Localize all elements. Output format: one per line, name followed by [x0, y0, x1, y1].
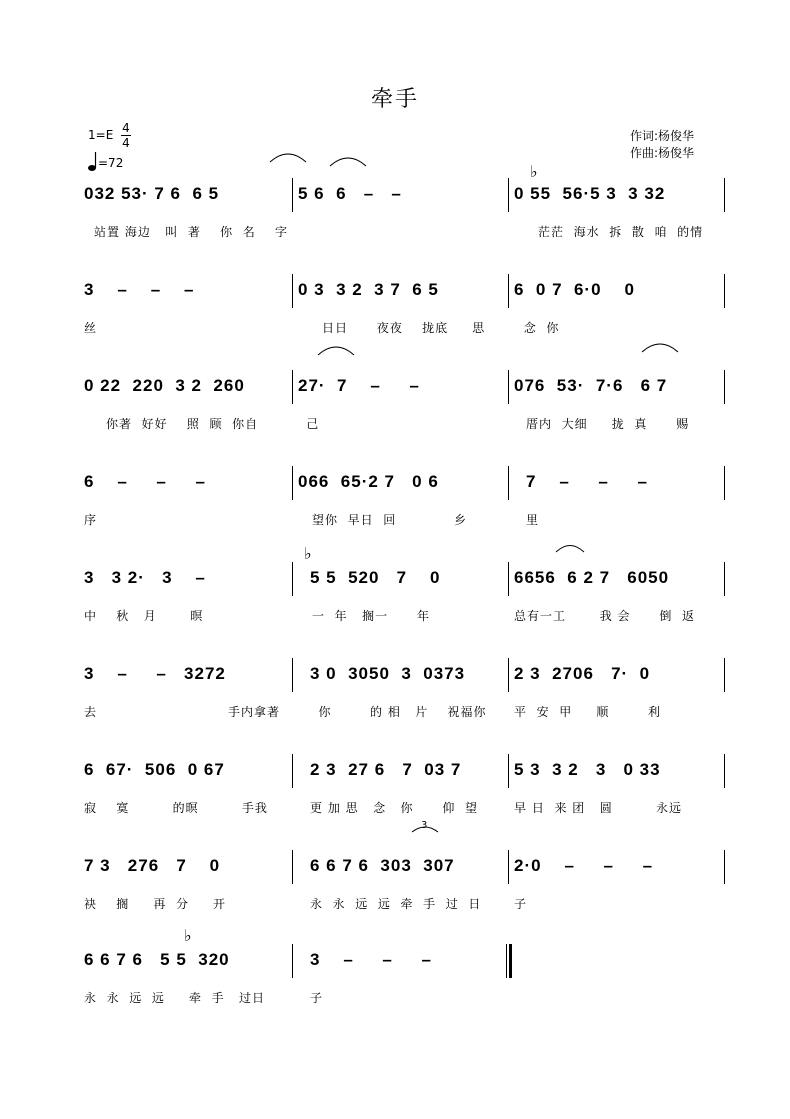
lyric-line: 里 — [526, 513, 540, 527]
lyricist-credit: 作词:杨俊华 — [630, 129, 695, 143]
lyric-line: 一 年 搁一 年 — [312, 609, 430, 623]
lyric-line: 厝内 大细 拢 真 赐 — [526, 417, 690, 431]
measure: 7 – – – — [526, 472, 648, 491]
lyric-line: 早 日 来 团 圆 永远 — [514, 801, 683, 815]
slur — [328, 154, 368, 168]
lyric-line: 望你 早日 回 乡 — [312, 513, 468, 527]
measure: 6 6 7 6 303 307 — [310, 856, 455, 875]
lyric-line: 子 — [514, 897, 528, 911]
flat-icon: ♭ — [304, 544, 312, 563]
measure: 6 67· 506 0 67 — [84, 760, 225, 779]
lyric-line: 站置 海边 叫 著 你 名 字 — [94, 225, 289, 239]
measure: 6656 6 2 7 6050 — [514, 568, 670, 587]
measure: 076 53· 7·6 6 7 — [514, 376, 668, 395]
measure: 3 – – – — [84, 280, 195, 299]
measure: 0 22 220 3 2 260 — [84, 376, 245, 395]
measure: 6 – – – — [84, 472, 206, 491]
music-system — [0, 466, 790, 556]
slur — [316, 343, 356, 357]
lyric-line: 序 — [84, 513, 98, 527]
time-signature-bottom: 4 — [122, 136, 130, 150]
measure: 2 3 2706 7· 0 — [514, 664, 651, 683]
slur — [554, 542, 586, 554]
triplet-number: 3 — [421, 820, 428, 831]
lyric-line: 手内拿著 你 的 相 片 祝福你 — [228, 705, 487, 719]
measure: 6 0 7 6·0 0 — [514, 280, 635, 299]
measure: 3 0 3050 3 0373 — [310, 664, 466, 683]
lyric-line: 永 永 远 远 牵 手 过日 — [84, 991, 266, 1005]
lyric-line: 你著 好好 照 顾 你自 己 — [106, 417, 320, 431]
credits — [630, 128, 694, 162]
measure: 032 53· 7 6 6 5 — [84, 184, 220, 203]
lyric-line: 袂 搁 再 分 开 — [84, 897, 227, 911]
music-system — [0, 178, 790, 268]
flat-icon: ♭ — [184, 926, 192, 945]
measure: 2 3 27 6 7 03 7 — [310, 760, 462, 779]
measure: 5 5 520 7 0 — [310, 568, 441, 587]
lyric-line: 日日 夜夜 拢底 思 念 你 — [322, 321, 560, 335]
key-signature: 1=E — [88, 128, 114, 142]
lyric-line: 总有一工 我 会 倒 返 — [514, 609, 696, 623]
lyric-line: 永 永 远 远 牵 手 过 日 — [310, 897, 482, 911]
lyric-line: 寂 寞 的暝 手我 — [84, 801, 268, 815]
lyric-line: 中 秋 月 暝 — [84, 609, 204, 623]
flat-icon: ♭ — [530, 162, 538, 181]
lyric-line: 去 — [84, 705, 98, 719]
time-signature — [121, 121, 131, 150]
measure: 5 3 3 2 3 0 33 — [514, 760, 661, 779]
measure: 066 65·2 7 0 6 — [298, 472, 439, 491]
measure: 2·0 – – – — [514, 856, 654, 875]
measure: 7 3 276 7 0 — [84, 856, 221, 875]
music-system — [0, 944, 790, 1034]
tempo-value: =72 — [98, 156, 124, 170]
time-signature-top: 4 — [122, 121, 130, 135]
slur — [640, 340, 680, 354]
music-system — [0, 370, 790, 460]
composer-credit: 作曲:杨俊华 — [630, 146, 695, 160]
lyric-line: 茫茫 海水 拆 散 咱 的情 — [538, 225, 704, 239]
music-system — [0, 658, 790, 748]
measure: 3 3 2· 3 – — [84, 568, 206, 587]
measure: 6 6 7 6 5 5 320 — [84, 950, 230, 969]
measure: 0 55 56·5 3 3 32 — [514, 184, 666, 203]
song-title: 牵手 — [370, 87, 419, 112]
music-system — [0, 562, 790, 652]
measure: 0 3 3 2 3 7 6 5 — [298, 280, 439, 299]
measure: 27· 7 – – — [298, 376, 420, 395]
lyric-line: 平 安 甲 顺 利 — [514, 705, 661, 719]
lyric-line: 子 — [310, 991, 324, 1005]
music-system — [0, 754, 790, 844]
final-barline — [506, 944, 512, 978]
lyric-line: 丝 — [84, 321, 98, 335]
lyric-line: 更 加 思 念 你 仰 望 — [310, 801, 479, 815]
measure: 3 – – 3272 — [84, 664, 226, 683]
measure: 5 6 6 – – — [298, 184, 402, 203]
music-system — [0, 850, 790, 940]
slur — [268, 150, 308, 164]
triplet-marking — [410, 820, 440, 834]
measure: 3 – – – — [310, 950, 432, 969]
